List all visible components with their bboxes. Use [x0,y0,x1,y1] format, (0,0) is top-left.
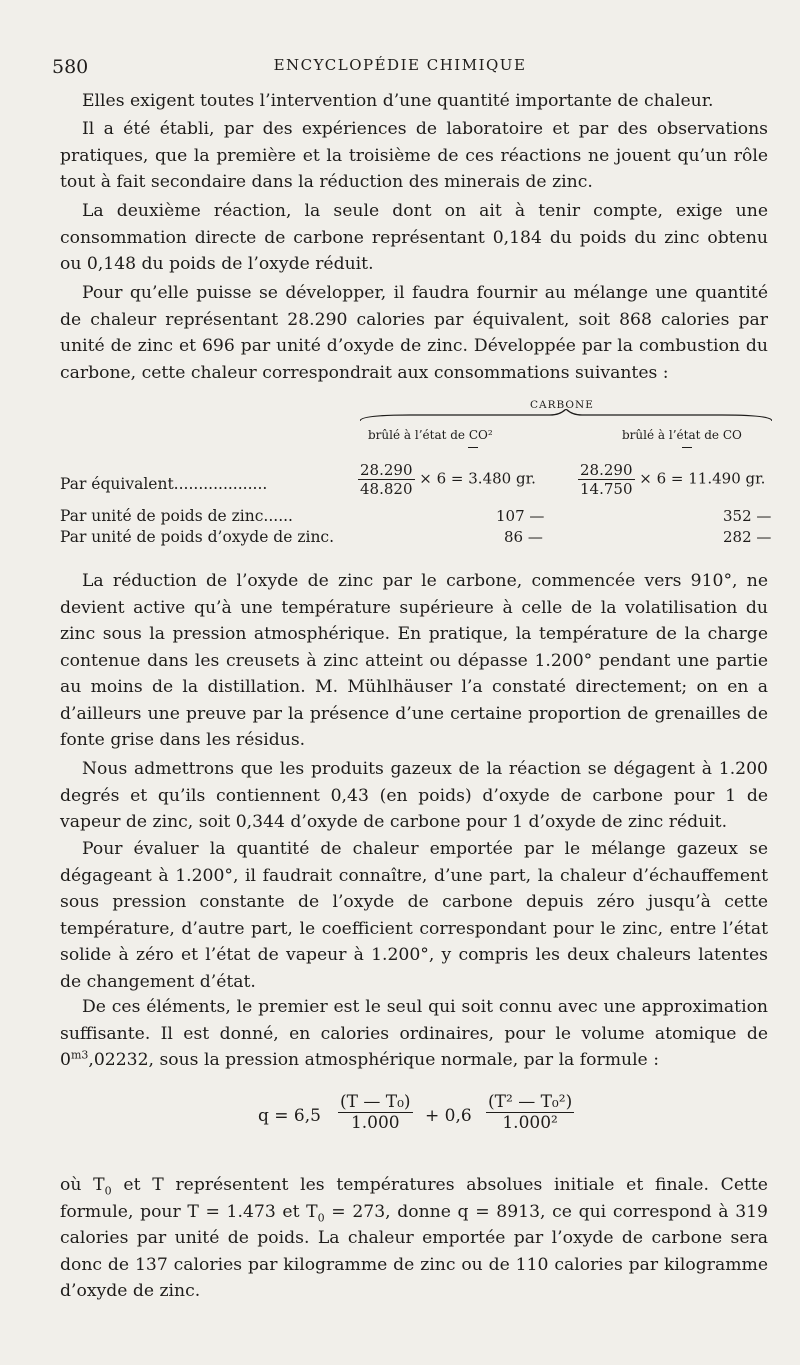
carbon-consumption-table [60,395,772,555]
fraction-denominator: 48.820 [360,480,413,498]
fraction-denominator: 1.000² [502,1113,558,1133]
row-value-zinc-oxide-co: 282 — [723,528,772,546]
formula-plus-term: + 0,6 [425,1106,472,1126]
col-dash [468,447,478,448]
formula-fraction-1 [338,1092,413,1133]
page-number: 580 [52,56,89,78]
table-group-header: CARBONE [530,399,594,411]
row-value-zinc-oxide-co2: 86 — [504,528,543,546]
table-brace [360,409,772,423]
row-value-zinc-co: 352 — [723,507,772,525]
fraction-denominator: 14.750 [580,480,633,498]
paragraph-6: Nous admettrons que les produits gazeux de la réaction se dégagent à 1.200 degrés et qu’ils contiennent 0,43 (en poids) d’oxyde de carbone pour 1 de vapeur de zinc, soit 0,344 d’oxyde de carbone pour 1 d’oxyde de zinc réduit. [60,759,768,832]
unit-superscript: m3 [70,1048,89,1062]
row-label-zinc-oxide: Par unité de poids d’oxyde de zinc. [60,528,335,546]
running-header [52,50,748,80]
col-header-co2: brûlé à l’état de CO² [368,428,493,442]
paragraph-5: La réduction de l’oxyde de zinc par le carbone, commencée vers 910°, ne devient active qu’à une température supérieure à celle de la volatilisation du zinc sous la pression atmosphérique. En pratique, la température de la charge contenue dans les creusets à zinc atteint ou dépasse 1.200° pendant une partie au moins de la distillation. M. Mühlhäuser l’a constaté directement; on en a d’ailleurs une preuve par la présence d’une certaine proportion de grenailles de fonte grise dans les résidus. [60,571,768,750]
row-label-equivalent: Par équivalent................... [60,475,268,493]
paragraph-2: Il a été établi, par des expériences de laboratoire et par des observations pratiques, que la première et la troisième de ces réactions ne jouent qu’un rôle tout à fait secondaire dans la réduction des minerais de zinc. [60,119,768,192]
running-title: ENCYCLOPÉDIE CHIMIQUE [273,56,527,74]
value-remainder: × 6 = 11.490 gr. [639,469,766,488]
paragraph-1: Elles exigent toutes l’intervention d’une quantité importante de chaleur. [82,91,714,111]
fraction-numerator: 28.290 [580,461,633,479]
paragraph-7: Pour évaluer la quantité de chaleur emportée par le mélange gazeux se dégageant à 1.200°, il faudrait connaître, d’une part, la chaleur d’échauffement sous pression constante de l’oxyde de carbone depuis zéro jusqu’à cette température, d’autre part, le coefficient correspondant pour le zinc, entre l’état solide à zéro et l’état de vapeur à 1.200°, y compris les deux chaleurs latentes de changement d’état. [60,839,768,992]
formula-fraction-2 [486,1092,574,1133]
fraction-numerator: (T² — T₀²) [488,1092,573,1112]
paragraph-4: Pour qu’elle puisse se développer, il faudra fournir au mélange une quantité de chaleur représentant 28.290 calories par équivalent, soit 868 calories par unité de zinc et 696 par unité d’oxyde de zinc. Développée par la combustion du carbone, cette chaleur correspondrait aux consommations suivantes : [60,283,768,383]
paragraph-3: La deuxième réaction, la seule dont on ait à tenir compte, exige une consommation directe de carbone représentant 0,184 du poids du zinc obtenu ou 0,148 du poids de l’oxyde réduit. [60,201,768,274]
paragraph-9-c: = 273, donne q = 8913, ce qui correspond à 319 calories par unité de poids. La chaleur emportée par l’oxyde de carbone sera donc de 137 calories par kilogramme de zinc ou de 110 calories par kilogramme d’oxyde de zinc. [60,1201,768,1301]
paragraph-9-b: et T représentent les températures absolues initiale et finale. Cette formule, pour T = 1.473 et T [60,1175,768,1222]
paragraph-8-text: De ces éléments, le premier est le seul qui soit connu avec une approximation suffisante. Il est donné, en calories ordinaires, pour le volume atomique de 0 [60,997,768,1070]
subscript-zero: 0 [317,1210,325,1224]
fraction-numerator: 28.290 [360,461,413,479]
row-label-zinc: Par unité de poids de zinc...... [60,507,293,525]
row-value-equivalent-co2 [358,461,536,498]
formula-lhs: q = 6,5 [258,1106,321,1126]
fraction-denominator: 1.000 [350,1113,400,1133]
paragraph-8 [60,994,768,1074]
value-remainder: × 6 = 3.480 gr. [419,469,536,488]
row-value-equivalent-co [578,461,765,498]
paragraph-9-a: où T [60,1175,105,1195]
row-value-zinc-co2: 107 — [496,507,545,525]
subscript-zero: 0 [104,1184,112,1198]
paragraph-8-tail: ,02232, sous la pression atmosphérique normale, par la formule : [88,1050,659,1070]
paragraph-9 [60,1172,768,1305]
heat-formula [0,1092,800,1142]
col-header-co: brûlé à l’état de CO [622,428,742,442]
fraction-numerator: (T — T₀) [340,1092,411,1112]
col-dash [682,447,692,448]
